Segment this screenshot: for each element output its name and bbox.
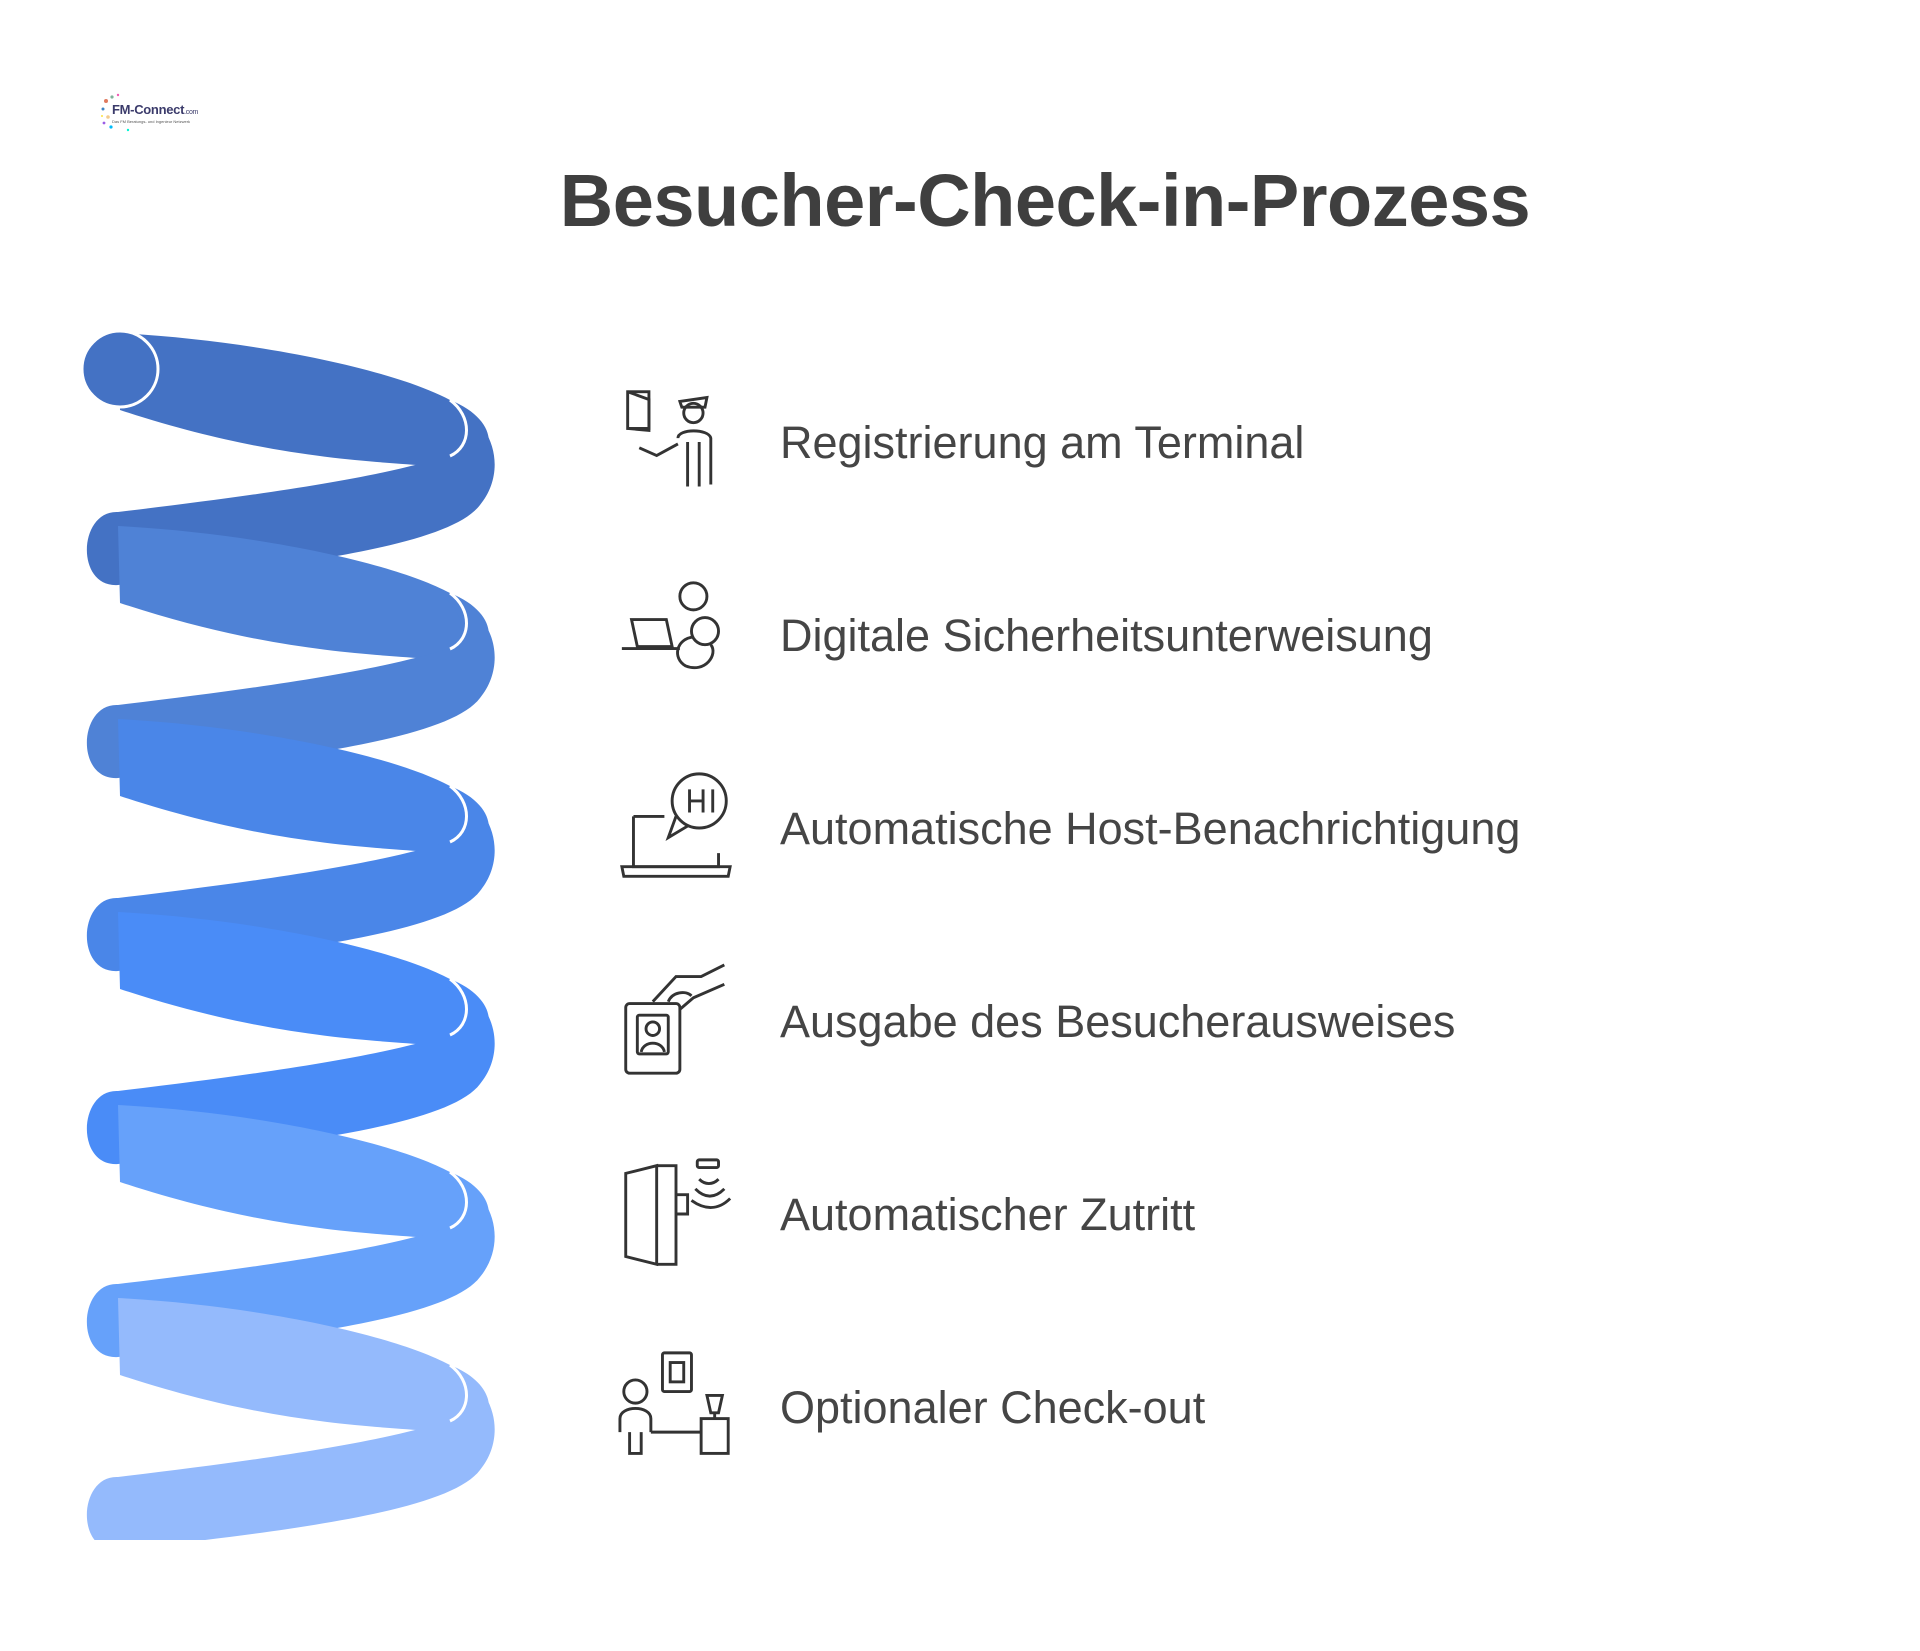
laptop-hi-message-icon bbox=[618, 770, 734, 886]
checkout-station-icon bbox=[618, 1349, 734, 1465]
automatic-door-icon bbox=[618, 1156, 734, 1272]
coil-back-strand bbox=[118, 333, 489, 470]
laptop-person-icon bbox=[618, 577, 734, 693]
step-label-6: Optionaler Check-out bbox=[780, 1382, 1206, 1433]
step-label-2: Digitale Sicherheitsunterweisung bbox=[780, 610, 1433, 661]
logo-name: FM-Connect bbox=[112, 102, 185, 117]
spring-coil-graphic bbox=[0, 0, 520, 1540]
logo-tagline: Das FM Beratungs- und Ingenieur Netzwerk bbox=[112, 119, 191, 124]
coil-top-cap bbox=[82, 331, 158, 407]
logo-domain: .com bbox=[184, 109, 199, 116]
badge-handover-icon bbox=[618, 963, 734, 1079]
step-label-5: Automatischer Zutritt bbox=[780, 1189, 1196, 1240]
step-label-3: Automatische Host-Benachrichtigung bbox=[780, 803, 1521, 854]
page-title: Besucher-Check-in-Prozess bbox=[559, 159, 1531, 242]
coil-segment-6 bbox=[87, 1298, 495, 1540]
step-label-1: Registrierung am Terminal bbox=[780, 417, 1305, 468]
step-label-4: Ausgabe des Besucherausweises bbox=[780, 996, 1456, 1047]
terminal-registration-icon bbox=[618, 384, 734, 500]
